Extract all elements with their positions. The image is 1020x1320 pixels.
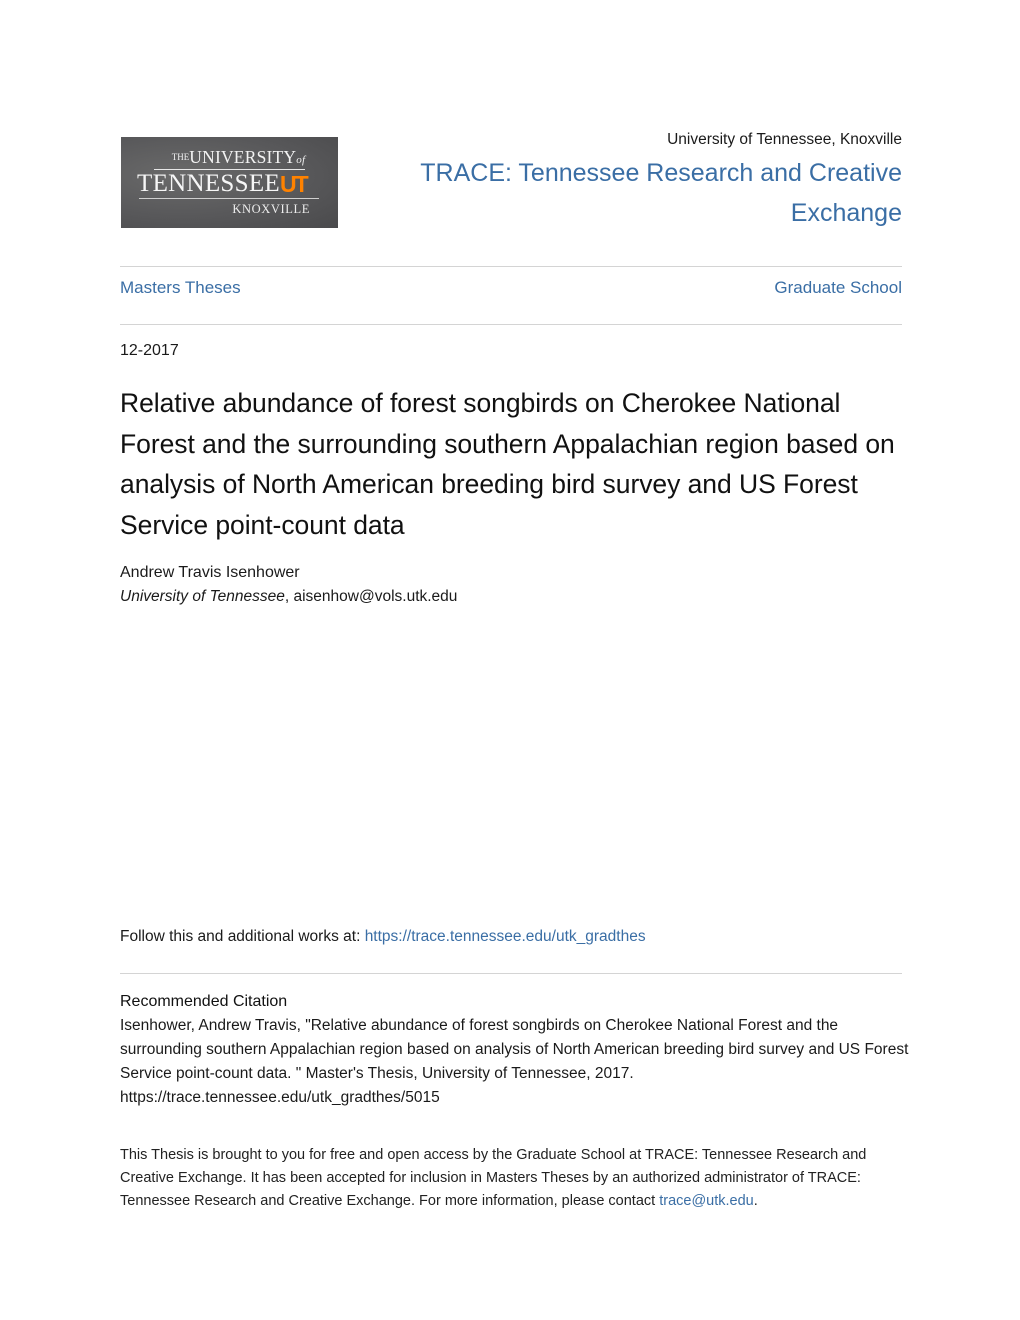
logo-tennessee-text: TENNESSEE <box>137 170 280 197</box>
follow-works-link[interactable]: https://trace.tennessee.edu/utk_gradthes <box>364 928 646 945</box>
author-affiliation-line <box>120 585 820 608</box>
breadcrumb-collection-link[interactable]: Masters Theses <box>120 278 241 297</box>
divider-top <box>120 266 902 267</box>
breadcrumb <box>120 277 902 299</box>
recommended-citation <box>120 990 910 1110</box>
publication-date: 12-2017 <box>120 342 179 359</box>
logo-line-knoxville: KNOXVILLE <box>232 202 310 216</box>
page-title: Relative abundance of forest songbirds on Cherokee National Forest and the surrounding southern Appalachian region based on analysis of North American breeding bird survey and US Forest Service point-count data <box>120 388 895 540</box>
logo-line-tennessee <box>135 171 324 197</box>
logo-ut-mark: UT <box>279 171 307 197</box>
author-email: aisenhow@vols.utk.edu <box>293 588 458 605</box>
footer-text-before: This Thesis is brought to you for free and open access by the Graduate School at TRACE: Tennessee Research and Creative Exchange. It has been accepted for inclusion in Masters Theses by an authorized administrator of TRACE: Tennessee Research and Creative Exchange. For more information, please contact <box>120 1147 867 1209</box>
university-logo <box>121 137 338 228</box>
divider-breadcrumb-bottom <box>120 324 902 325</box>
university-name: University of Tennessee, Knoxville <box>667 131 902 148</box>
logo-line-university <box>154 148 305 170</box>
masthead-text-block <box>382 130 902 233</box>
citation-text: Isenhower, Andrew Travis, "Relative abundance of forest songbirds on Cherokee National Forest and the surrounding southern Appalachian region based on analysis of North American breeding bird survey and US Forest Service point-count data. " Master's Thesis, University of Tennessee, 2017. <box>120 1017 909 1082</box>
author-affiliation-separator: , <box>284 588 294 605</box>
masthead <box>120 130 902 240</box>
author-block <box>120 561 820 608</box>
follow-works-label: Follow this and additional works at: <box>120 928 361 945</box>
footer-text-after: . <box>753 1193 758 1209</box>
logo-divider <box>139 198 319 199</box>
citation-url: https://trace.tennessee.edu/utk_gradthes/5015 <box>120 1089 440 1106</box>
recommended-citation-body <box>120 1014 910 1110</box>
follow-works-line <box>120 926 646 948</box>
footer-notice <box>120 1144 904 1213</box>
document-page <box>120 0 909 1320</box>
recommended-citation-heading: Recommended Citation <box>120 993 288 1010</box>
logo-the-text: THE <box>171 152 190 162</box>
logo-university-text: UNIVERSITY <box>189 147 297 167</box>
divider-citation <box>120 973 902 974</box>
logo-of-text: of <box>296 154 306 166</box>
author-name: Andrew Travis Isenhower <box>120 564 300 581</box>
repository-title: TRACE: Tennessee Research and Creative Exchange <box>420 159 902 227</box>
footer-contact-link[interactable]: trace@utk.edu <box>659 1193 754 1209</box>
breadcrumb-unit-link[interactable]: Graduate School <box>774 278 902 297</box>
author-affiliation: University of Tennessee <box>120 588 285 605</box>
